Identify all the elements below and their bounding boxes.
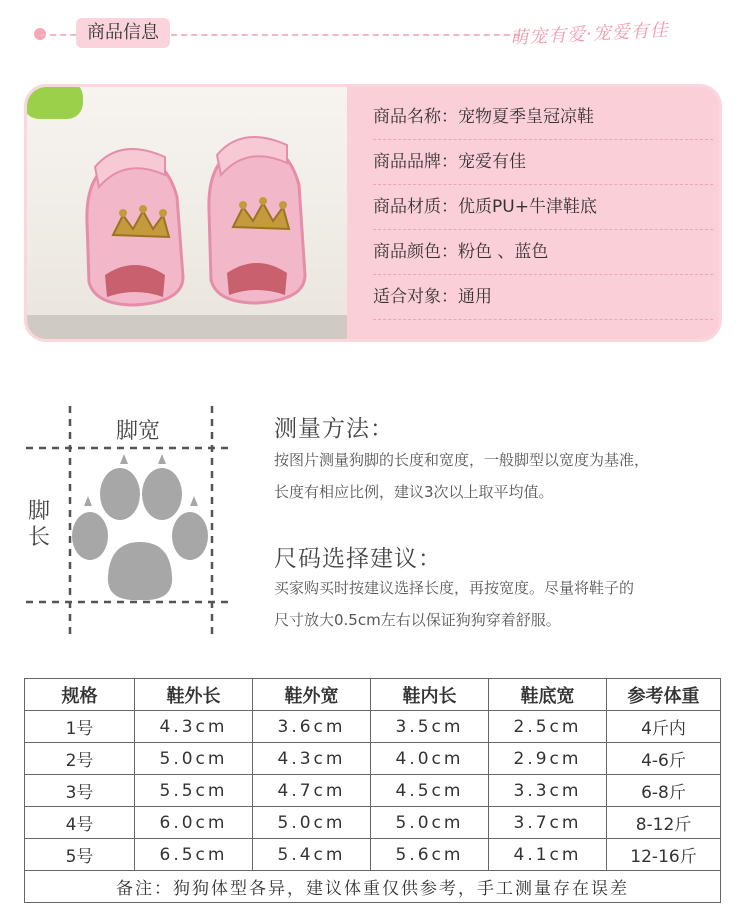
col-header-weight: 参考体重 xyxy=(607,679,721,711)
table-note-row xyxy=(25,871,721,903)
paw-measure-diagram xyxy=(20,406,230,636)
table-cell: 4号 xyxy=(25,807,135,839)
table-header-row xyxy=(25,679,721,711)
measure-text-1: 按图片测量狗脚的长度和宽度，一般脚型以宽度为基准， xyxy=(274,451,650,469)
advice-title: 尺码选择建议： xyxy=(274,546,442,572)
toy-background xyxy=(24,84,83,119)
table-cell: 6-8斤 xyxy=(607,775,721,807)
table-note: 备注：狗狗体型各异，建议体重仅供参考，手工测量存在误差 xyxy=(25,871,721,903)
measure-title: 测量方法： xyxy=(274,416,394,442)
table-cell: 2.5cm xyxy=(489,711,607,743)
table-row xyxy=(25,807,721,839)
table-cell: 5.0cm xyxy=(371,807,489,839)
col-header-inner-length: 鞋内长 xyxy=(371,679,489,711)
advice-text-2: 尺寸放大0.5cm左右以保证狗狗穿着舒服。 xyxy=(274,611,561,629)
table-cell: 3.6cm xyxy=(253,711,371,743)
table-cell: 5.5cm xyxy=(135,775,253,807)
table-cell: 4-6斤 xyxy=(607,743,721,775)
size-table xyxy=(24,678,721,903)
photo-floor xyxy=(27,315,347,342)
attr-color: 商品颜色：粉色 、蓝色 xyxy=(373,230,713,275)
col-header-sole-width: 鞋底宽 xyxy=(489,679,607,711)
section-title-tag: 商品信息 xyxy=(76,18,170,48)
product-attributes xyxy=(373,95,713,320)
table-cell: 3.5cm xyxy=(371,711,489,743)
table-cell: 5.0cm xyxy=(253,807,371,839)
foot-width-label: 脚宽 xyxy=(116,419,161,444)
table-cell: 3号 xyxy=(25,775,135,807)
foot-length-label-1: 脚 xyxy=(28,499,51,524)
attr-target: 适合对象：通用 xyxy=(373,275,713,320)
advice-text-1: 买家购买时按建议选择长度，再按宽度。尽量将鞋子的 xyxy=(274,579,635,597)
table-cell: 12-16斤 xyxy=(607,839,721,871)
brand-slogan: 萌宠有爱·宠爱有佳 xyxy=(509,19,670,50)
table-cell: 3.3cm xyxy=(489,775,607,807)
attr-name: 商品名称：宠物夏季皇冠凉鞋 xyxy=(373,95,713,140)
table-row xyxy=(25,775,721,807)
col-header-size: 规格 xyxy=(25,679,135,711)
table-cell: 4斤内 xyxy=(607,711,721,743)
pink-sandal-left-image xyxy=(65,127,205,317)
product-photo xyxy=(27,87,347,342)
foot-length-label-2: 长 xyxy=(28,525,51,550)
table-cell: 2号 xyxy=(25,743,135,775)
table-row xyxy=(25,711,721,743)
table-cell: 5号 xyxy=(25,839,135,871)
table-row xyxy=(25,839,721,871)
table-cell: 6.5cm xyxy=(135,839,253,871)
table-cell: 4.1cm xyxy=(489,839,607,871)
table-cell: 2.9cm xyxy=(489,743,607,775)
table-cell: 4.7cm xyxy=(253,775,371,807)
table-cell: 5.0cm xyxy=(135,743,253,775)
table-cell: 4.3cm xyxy=(135,711,253,743)
table-cell: 4.5cm xyxy=(371,775,489,807)
pink-sandal-right-image xyxy=(187,115,327,315)
col-header-outer-width: 鞋外宽 xyxy=(253,679,371,711)
table-cell: 4.0cm xyxy=(371,743,489,775)
attr-material: 商品材质：优质PU+牛津鞋底 xyxy=(373,185,713,230)
table-cell: 3.7cm xyxy=(489,807,607,839)
table-cell: 1号 xyxy=(25,711,135,743)
table-cell: 6.0cm xyxy=(135,807,253,839)
table-cell: 5.4cm xyxy=(253,839,371,871)
table-cell: 8-12斤 xyxy=(607,807,721,839)
table-cell: 5.6cm xyxy=(371,839,489,871)
measure-text-2: 长度有相应比例，建议3次以上取平均值。 xyxy=(274,483,554,501)
product-info-panel xyxy=(24,84,722,342)
attr-brand: 商品品牌：宠爱有佳 xyxy=(373,140,713,185)
section-header xyxy=(0,0,750,60)
col-header-outer-length: 鞋外长 xyxy=(135,679,253,711)
table-row xyxy=(25,743,721,775)
table-cell: 4.3cm xyxy=(253,743,371,775)
